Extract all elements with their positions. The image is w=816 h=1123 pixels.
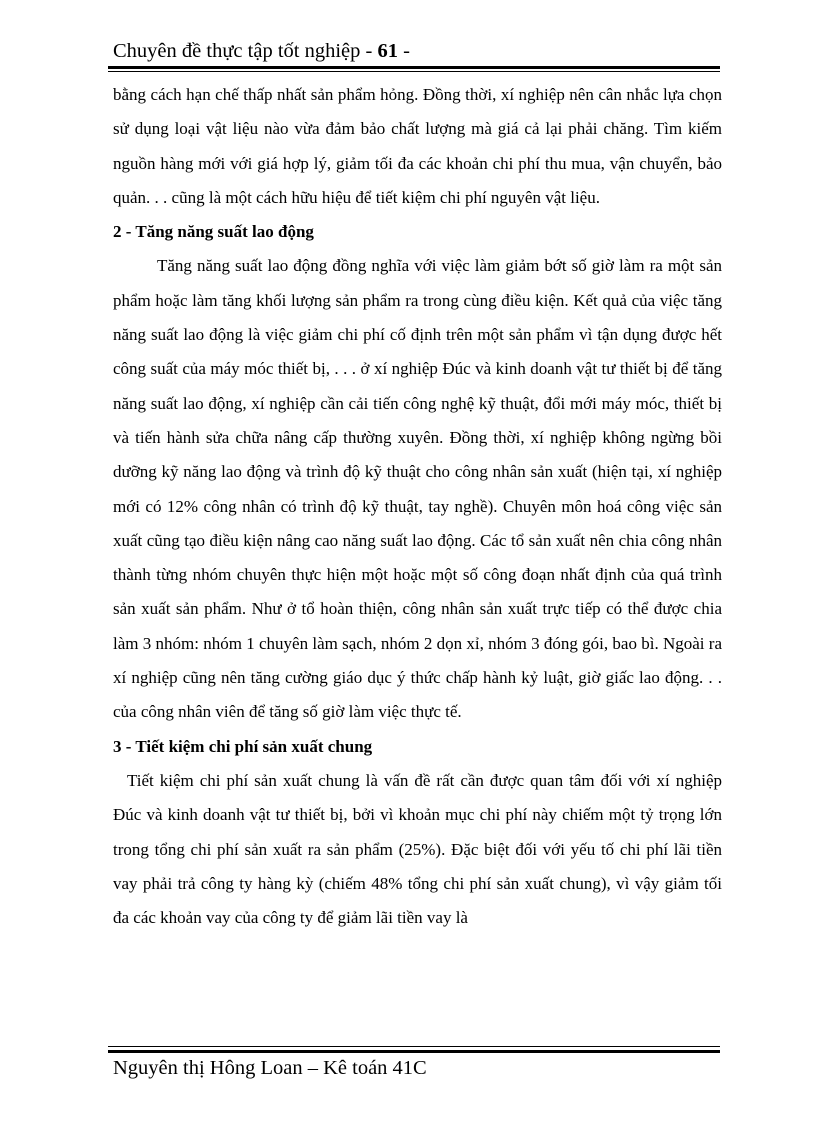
- footer-rule-thick: [108, 1050, 720, 1053]
- page-number-prefix: -: [365, 40, 378, 62]
- section-heading-3: 3 - Tiết kiệm chi phí sản xuất chung: [113, 736, 373, 756]
- paragraph-continued: bằng cách hạn chế thấp nhất sản phẩm hỏng. Đồng thời, xí nghiệp nên cân nhắc lựa chọn sử dụng loại vật liệu nào vừa đảm bảo chất lượng mà giá cả lại phải chăng. Tìm kiếm nguồn hàng mới với giá hợp lý, giảm tối đa các khoản chi phí thu mua, vận chuyển, bảo quản. . . cũng là một cách hữu hiệu để tiết kiệm chi phí nguyên vật liệu.: [113, 85, 722, 207]
- header-rule-thick: [108, 66, 720, 69]
- section-heading-2: 2 - Tăng năng suất lao động: [113, 222, 314, 242]
- page-footer: Nguyên thị Hông Loan – Kê toán 41C: [113, 1057, 427, 1079]
- page-body: [113, 78, 722, 935]
- paragraph-overhead-costs: Tiết kiệm chi phí sản xuất chung là vấn đề rất cần được quan tâm đối với xí nghiệp Đúc và kinh doanh vật tư thiết bị, bởi vì khoản mục chi phí này chiếm một tỷ trọng lớn trong tổng chi phí sản xuất ra sản phẩm (25%). Đặc biệt đối với yếu tố chi phí lãi tiền vay phải trả công ty hàng kỳ (chiếm 48% tổng chi phí sản xuất chung), vì vậy giảm tối đa các khoản vay của công ty để giảm lãi tiền vay là: [113, 770, 722, 928]
- paragraph-labor-productivity: Tăng năng suất lao động đồng nghĩa với việc làm giảm bớt số giờ làm ra một sản phẩm hoặc làm tăng khối lượng sản phẩm ra trong cùng điều kiện. Kết quả của việc tăng năng suất lao động là việc giảm chi phí cố định trên một sản phẩm vì tận dụng được hết công suất của máy móc thiết bị, . . . ở xí nghiệp Đúc và kinh doanh vật tư thiết bị để tăng năng suất lao động, xí nghiệp cần cải tiến công nghệ kỹ thuật, đổi mới máy móc, thiết bị và tiến hành sửa chữa nâng cấp thường xuyên. Đồng thời, xí nghiệp không ngừng bồi dưỡng kỹ năng lao động và trình độ kỹ thuật cho công nhân sản xuất (hiện tại, xí nghiệp mới có 12% công nhân có trình độ kỹ thuật, tay nghề). Chuyên môn hoá công việc sản xuất cũng tạo điều kiện nâng cao năng suất lao động. Các tổ sản xuất nên chia công nhân thành từng nhóm chuyên thực hiện một hoặc một số công đoạn nhất định của quá trình sản xuất sản phẩm. Như ở tổ hoàn thiện, công nhân sản xuất trực tiếp có thể được chia làm 3 nhóm: nhóm 1 chuyên làm sạch, nhóm 2 dọn xỉ, nhóm 3 đóng gói, bao bì. Ngoài ra xí nghiệp cũng nên tăng cường giáo dục ý thức chấp hành kỷ luật, giờ giấc lao động. . . của công nhân viên để tăng số giờ làm việc thực tế.: [113, 256, 722, 722]
- header-rule-thin: [108, 71, 720, 72]
- footer-rule-thin: [108, 1046, 720, 1047]
- document-title: Chuyên đề thực tập tốt nghiệp: [113, 40, 361, 62]
- page-number: 61: [377, 40, 398, 62]
- page-header: [113, 40, 410, 63]
- page-number-suffix: -: [397, 40, 410, 62]
